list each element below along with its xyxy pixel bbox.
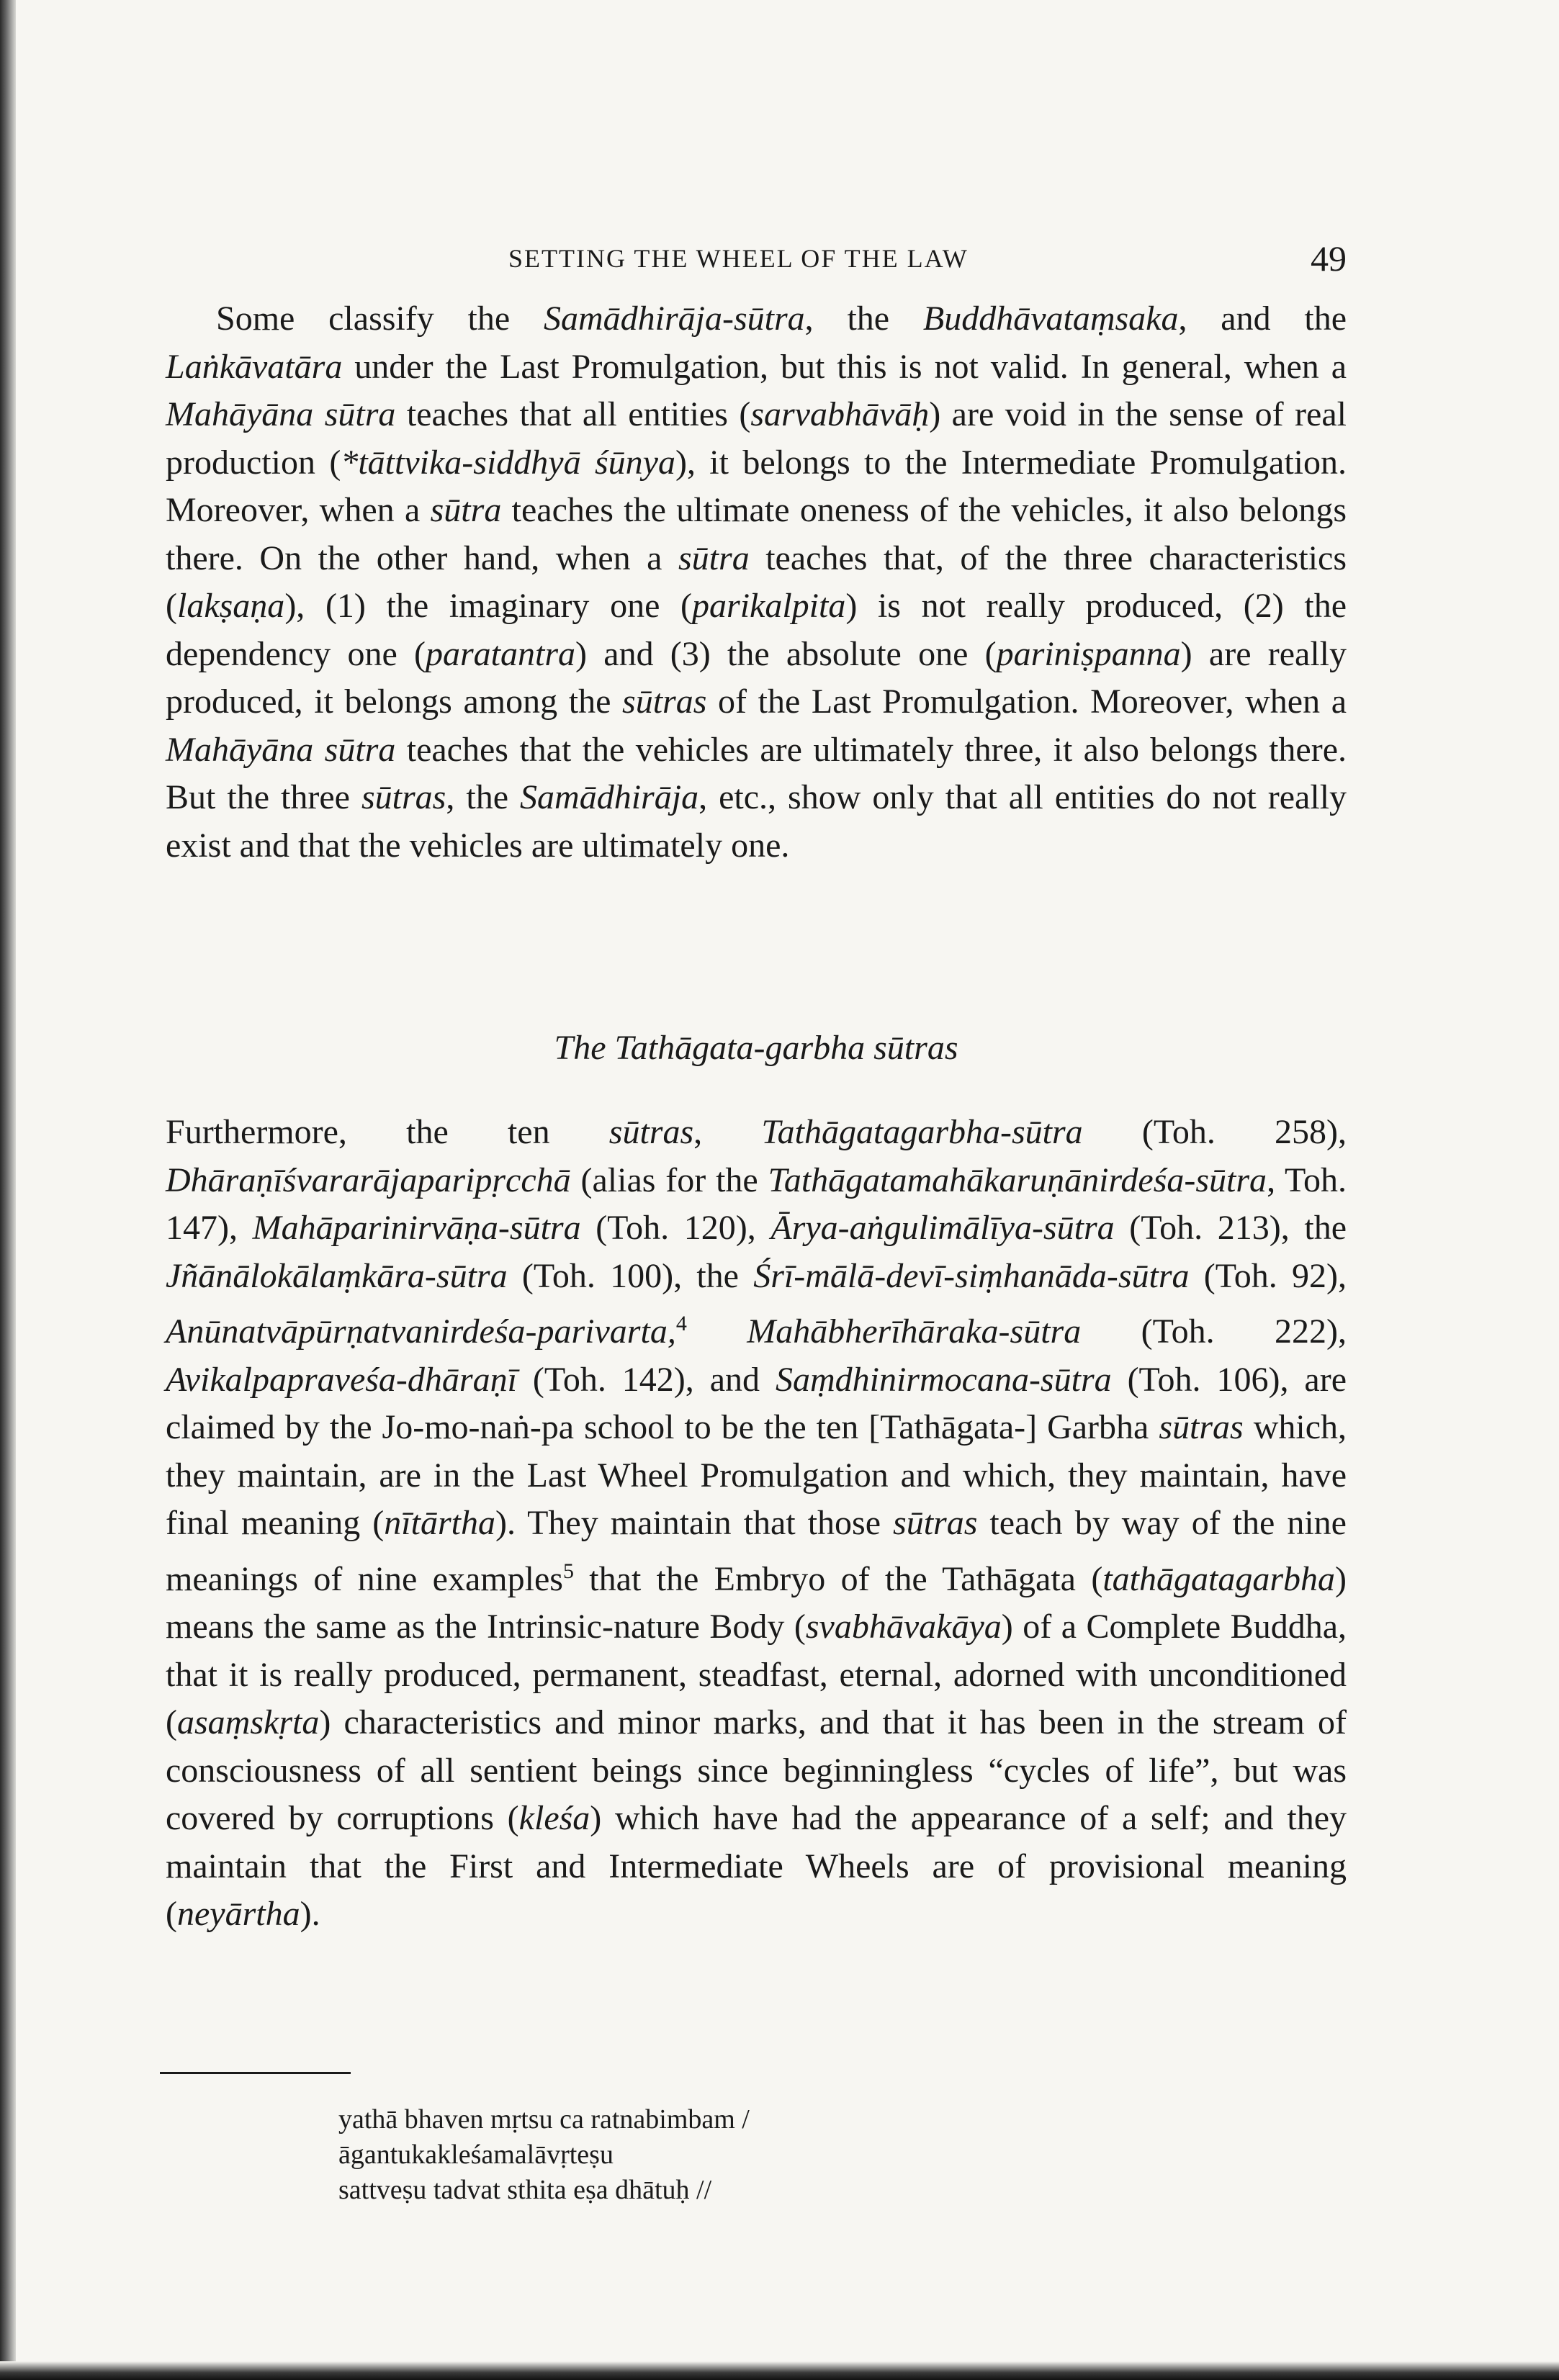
italic-term: paratantra — [426, 634, 576, 673]
verse-line: sattveṣu tadvat sthita eṣa dhātuḥ // — [338, 2175, 712, 2205]
text-run: ) are really produced, it belongs among the — [166, 634, 1347, 721]
italic-term: tathāgatagarbha — [1102, 1559, 1336, 1598]
italic-term: sūtras — [893, 1504, 978, 1542]
text-run: (Toh. 92), — [1189, 1256, 1347, 1295]
italic-term: pariniṣpanna — [996, 634, 1181, 673]
footnote-marker: 5 — [562, 1559, 574, 1583]
italic-term: sūtra — [430, 491, 502, 529]
footnote-verse — [338, 2102, 750, 2208]
italic-term: parikalpita — [692, 587, 846, 625]
footnote-rule — [160, 2072, 351, 2074]
italic-term: Mahāyāna sūtra — [166, 395, 396, 433]
italic-term: Samādhirāja — [520, 778, 699, 816]
text-run: ) is not really produced, (2) the dependency one ( — [166, 587, 1347, 673]
italic-term: asaṃskṛta — [176, 1703, 320, 1741]
italic-term: Mahāyāna sūtra — [166, 730, 396, 769]
italic-term: lakṣaṇa — [176, 587, 285, 625]
italic-term: kleśa — [518, 1799, 590, 1837]
text-run: (Toh. 106), are claimed by the Jo-mo-naṅ-pa school to be the ten [Tathāgata-] Garbha — [166, 1360, 1347, 1446]
page-bottom-edge — [0, 2361, 1559, 2380]
page-number: 49 — [1311, 238, 1347, 279]
italic-term: sūtras — [361, 778, 446, 816]
italic-term: Śrī-mālā-devī-siṃhanāda-sūtra — [753, 1256, 1190, 1295]
text-run: ), (1) the imaginary one ( — [284, 587, 693, 625]
italic-term: Mahābherīhāraka-sūtra — [747, 1312, 1082, 1351]
text-run: (alias for the — [570, 1160, 768, 1199]
text-run: ) which have had the appearance of a self; and they maintain that the First and Intermediate Wheels are of provisional meaning ( — [166, 1799, 1347, 1933]
text-run: teaches that all entities ( — [395, 395, 751, 433]
italic-term: Laṅkāvatāra — [166, 347, 343, 386]
verse-line: yathā bhaven mṛtsu ca ratnabimbam / — [338, 2104, 750, 2135]
text-run: ) of a Complete Buddha, that it is really produced, permanent, steadfast, eternal, adorned with unconditioned ( — [166, 1608, 1347, 1741]
text-run: (Toh. 142), and — [516, 1360, 776, 1399]
italic-term: sūtra — [678, 538, 750, 577]
text-run: Furthermore, the ten — [166, 1113, 609, 1151]
text-run: of the Last Promulgation. Moreover, when a — [706, 682, 1347, 721]
text-run: under the Last Promulgation, but this is not valid. In general, when a — [342, 347, 1347, 386]
text-run: ) and (3) the absolute one ( — [575, 634, 997, 673]
text-run: teaches the ultimate oneness of the vehicles, it also belongs there. On the other hand, when a — [166, 491, 1347, 577]
text-run: which, they maintain, are in the Last Wheel Promulgation and which, they maintain, have final meaning ( — [166, 1408, 1347, 1542]
italic-term: sūtras — [608, 1113, 694, 1151]
italic-term: *tāttvika-siddhyā śūnya — [341, 443, 675, 482]
italic-term: nītārtha — [384, 1504, 495, 1542]
paragraph-text — [166, 295, 1347, 870]
text-run: ) are void in the sense of real production ( — [166, 395, 1347, 482]
italic-term: sūtras — [622, 682, 707, 721]
footnote-marker: 4 — [675, 1312, 687, 1335]
text-run: , etc., show only that all entities do not really exist and that the vehicles are ultimately one. — [166, 778, 1347, 865]
italic-term: Saṃdhinirmocana-sūtra — [775, 1360, 1112, 1399]
text-run: ), it belongs to the Intermediate Promulgation. Moreover, when a — [166, 443, 1347, 529]
text-run: , and the — [1178, 299, 1347, 338]
italic-term: , — [667, 1312, 676, 1351]
italic-term: svabhāvakāya — [805, 1608, 1002, 1646]
italic-term: Dhāraṇīśvararājaparipṛcchā — [166, 1160, 571, 1199]
italic-term: sūtras — [1159, 1408, 1244, 1446]
paragraph-text — [166, 1109, 1347, 1939]
running-head: SETTING THE WHEEL OF THE LAW — [508, 244, 969, 273]
italic-term: sarvabhāvāḥ — [750, 395, 930, 433]
text-run — [687, 1312, 747, 1351]
text-run: Some classify the — [216, 299, 544, 338]
text-run: , — [693, 1113, 762, 1151]
text-run: , the — [446, 778, 521, 816]
italic-term: Ārya-aṅgulimālīya-sūtra — [770, 1209, 1115, 1247]
italic-term: Tathāgatagarbha-sūtra — [761, 1113, 1083, 1151]
verse-line: āgantukakleśamalāvṛteṣu — [338, 2140, 614, 2170]
italic-term: Samādhirāja-sūtra — [543, 299, 805, 338]
text-run: , Toh. 147), — [166, 1160, 1347, 1247]
text-run: teaches that the vehicles are ultimately three, it also belongs there. But the three — [166, 730, 1347, 816]
text-run: ) characteristics and minor marks, and that it has been in the stream of consciousness of all sentient beings since beginningless “cycles of life”, but was covered by corruptions ( — [166, 1703, 1347, 1837]
text-run: , the — [804, 299, 923, 338]
page-header — [166, 238, 1347, 281]
italic-term: Buddhāvataṃsaka — [922, 299, 1179, 338]
italic-term: Jñānālokālaṃkāra-sūtra — [166, 1256, 508, 1295]
paragraph-garbha-sutras — [166, 1109, 1347, 1939]
text-run: ). — [300, 1895, 320, 1933]
paragraph-classification — [166, 295, 1347, 870]
text-run: ) means the same as the Intrinsic-nature Body ( — [166, 1559, 1347, 1646]
italic-term: Tathāgatamahākaruṇānirdeśa-sūtra — [768, 1160, 1267, 1199]
italic-term: Avikalpapraveśa-dhāraṇī — [166, 1360, 517, 1399]
italic-term: Mahāparinirvāṇa-sūtra — [252, 1209, 581, 1247]
italic-term: Anūnatvāpūrṇatvanirdeśa-parivarta — [166, 1312, 668, 1351]
book-spine-shadow — [0, 0, 16, 2380]
text-run: teaches that, of the three characteristics ( — [166, 538, 1347, 625]
italic-term: neyārtha — [176, 1895, 300, 1933]
section-heading: The Tathāgata-garbha sūtras — [554, 1029, 958, 1067]
text-run: (Toh. 258), — [1082, 1113, 1347, 1151]
text-run: (Toh. 222), — [1081, 1312, 1347, 1351]
text-run: (Toh. 100), the — [507, 1256, 754, 1295]
text-run: ). They maintain that those — [495, 1504, 894, 1542]
text-run: (Toh. 213), the — [1114, 1209, 1347, 1247]
text-run: (Toh. 120), — [580, 1209, 771, 1247]
text-run: that the Embryo of the Tathāgata ( — [573, 1559, 1103, 1598]
text-run: teach by way of the nine meanings of nine examples — [166, 1504, 1347, 1598]
